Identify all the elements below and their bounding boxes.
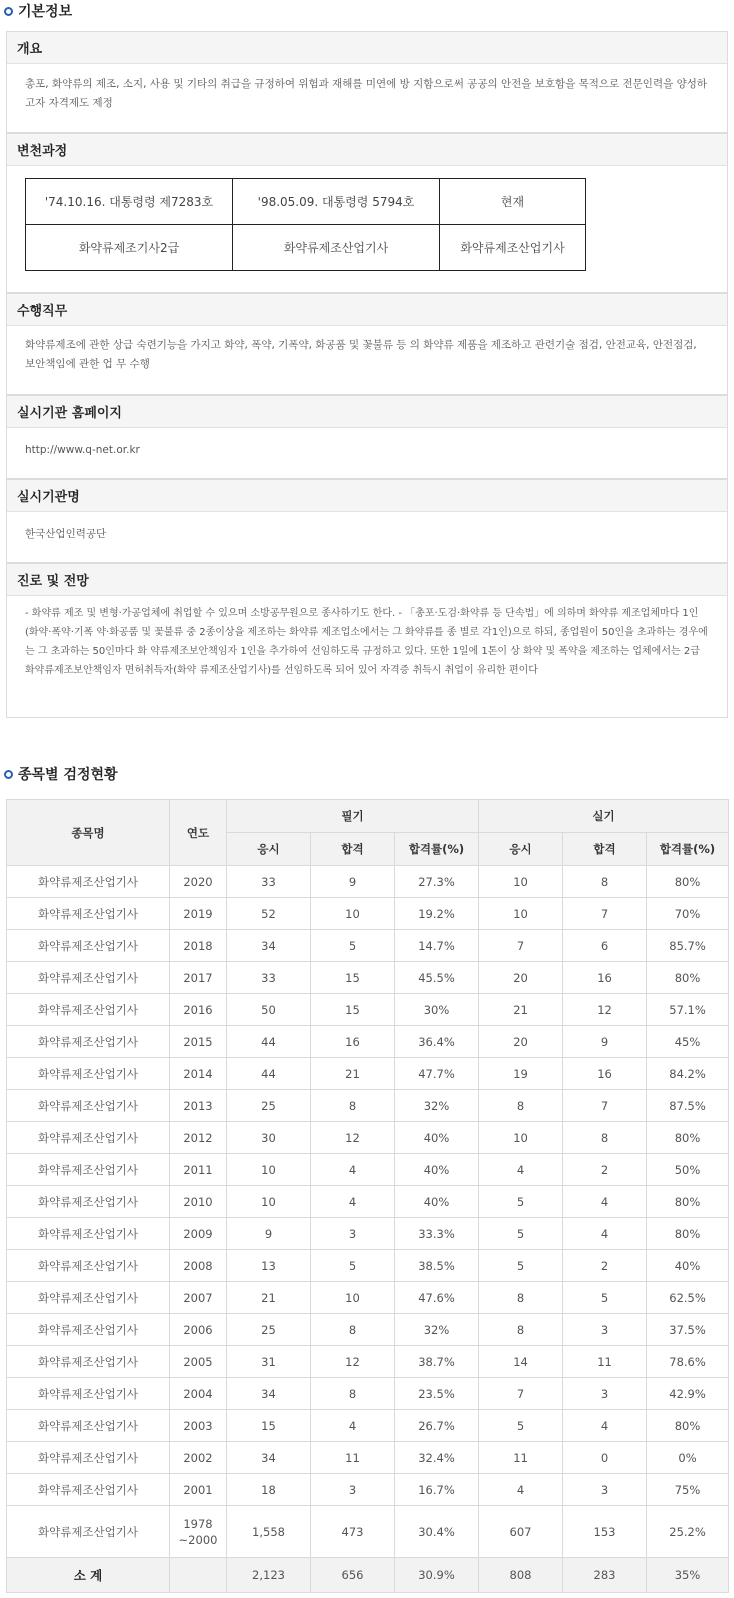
overview-text: 총포, 화약류의 제조, 소지, 사용 및 기타의 취급을 규정하여 위험과 재해를 미연에 방 지함으로써 공공의 안전을 보호함을 목적으로 전문인력을 양성하고자 자격제도 제정 (25, 78, 708, 109)
table-cell: 2014 (170, 1058, 227, 1090)
table-cell: 34 (227, 1442, 311, 1474)
table-cell: 80% (647, 1410, 729, 1442)
table-row (7, 930, 729, 962)
table-cell: 18 (227, 1474, 311, 1506)
table-cell: 80% (647, 866, 729, 898)
table-row (7, 1026, 729, 1058)
table-cell: 16 (563, 962, 647, 994)
header-written-rate: 합격률(%) (395, 833, 479, 866)
table-cell: 37.5% (647, 1314, 729, 1346)
table-cell: 34 (227, 930, 311, 962)
history-cell: 화약류제조산업기사 (233, 225, 440, 271)
table-cell: 12 (311, 1122, 395, 1154)
table-cell: 12 (563, 994, 647, 1026)
table-row (7, 1346, 729, 1378)
table-cell: 33 (227, 962, 311, 994)
overview-box (6, 31, 728, 133)
table-cell: 5 (563, 1282, 647, 1314)
table-cell: 10 (311, 1282, 395, 1314)
table-cell: 2016 (170, 994, 227, 1026)
table-cell: 57.1% (647, 994, 729, 1026)
table-cell: 3 (311, 1218, 395, 1250)
career-text: - 화약류 제조 및 변형·가공업체에 취업할 수 있으며 소방공무원으로 종사하기도 한다. - 「총포·도검·화약류 등 단속법」에 의하며 화약류 제조업체마다 1인(화약·폭약·기폭 약·화공품 및 꽃불류 중 2종이상을 제조하는 화약류 제조업소에서는 그 화약류를 종 별로 각1인)으로 하되, 종업원이 50인을 초과하는 경우에는 그 초과하는 50인마다 화 약류제조보안책임자 1인을 추가하여 선임하도록 규정하고 있다. 또한 1일에 1톤이 상 화약 및 폭약을 제조하는 업체에서는 2급 화약류제조보안책임자 면허취득자(화약 류제조산업기사)를 선임하도록 되어 있어 자격증 취득시 취업이 유리한 편이다 (25, 608, 708, 676)
table-cell: 25 (227, 1314, 311, 1346)
table-cell: 25 (227, 1090, 311, 1122)
table-cell: 2012 (170, 1122, 227, 1154)
table-row (7, 1282, 729, 1314)
table-cell: 5 (479, 1410, 563, 1442)
table-cell: 33.3% (395, 1218, 479, 1250)
history-box (6, 133, 728, 293)
table-row (7, 994, 729, 1026)
table-cell: 9 (311, 866, 395, 898)
table-cell: 4 (311, 1410, 395, 1442)
table-cell: 2005 (170, 1346, 227, 1378)
table-cell: 42.9% (647, 1378, 729, 1410)
table-cell: 13 (227, 1250, 311, 1282)
table-cell: 52 (227, 898, 311, 930)
table-cell: 5 (311, 930, 395, 962)
table-cell: 19.2% (395, 898, 479, 930)
table-cell: 32% (395, 1090, 479, 1122)
table-cell: 153 (563, 1506, 647, 1558)
table-cell: 15 (227, 1410, 311, 1442)
table-cell: 화약류제조산업기사 (7, 1346, 170, 1378)
table-cell: 2 (563, 1250, 647, 1282)
table-cell: 20 (479, 1026, 563, 1058)
table-cell: 8 (563, 1122, 647, 1154)
table-row (7, 1410, 729, 1442)
table-row (7, 1314, 729, 1346)
table-cell: 3 (563, 1378, 647, 1410)
history-cell: 화약류제조산업기사 (440, 225, 586, 271)
table-cell: 30 (227, 1122, 311, 1154)
table-cell: 30.4% (395, 1506, 479, 1558)
table-cell: 2003 (170, 1410, 227, 1442)
table-cell: 47.7% (395, 1058, 479, 1090)
table-cell: 80% (647, 1122, 729, 1154)
table-cell: 화약류제조산업기사 (7, 994, 170, 1026)
table-cell: 화약류제조산업기사 (7, 962, 170, 994)
table-cell: 3 (563, 1474, 647, 1506)
table-cell: 1,558 (227, 1506, 311, 1558)
table-cell: 3 (311, 1474, 395, 1506)
table-cell: 2008 (170, 1250, 227, 1282)
table-cell: 78.6% (647, 1346, 729, 1378)
table-cell: 화약류제조산업기사 (7, 1090, 170, 1122)
table-cell: 3 (563, 1314, 647, 1346)
table-cell: 11 (563, 1346, 647, 1378)
table-cell: 화약류제조산업기사 (7, 1410, 170, 1442)
table-cell: 38.5% (395, 1250, 479, 1282)
total-cell: 808 (479, 1558, 563, 1593)
table-cell: 2020 (170, 866, 227, 898)
table-cell: 87.5% (647, 1090, 729, 1122)
table-cell: 25.2% (647, 1506, 729, 1558)
table-cell: 7 (479, 930, 563, 962)
agency-name: 한국산업인력공단 (25, 528, 107, 540)
table-cell: 70% (647, 898, 729, 930)
table-cell: 2002 (170, 1442, 227, 1474)
table-cell: 8 (311, 1378, 395, 1410)
header-written-apply: 응시 (227, 833, 311, 866)
table-cell: 화약류제조산업기사 (7, 1378, 170, 1410)
table-cell: 화약류제조산업기사 (7, 1474, 170, 1506)
table-cell: 화약류제조산업기사 (7, 1442, 170, 1474)
agency-heading: 실시기관명 (7, 480, 727, 512)
table-cell: 10 (227, 1154, 311, 1186)
table-cell: 16 (563, 1058, 647, 1090)
table-cell: 38.7% (395, 1346, 479, 1378)
header-written: 필기 (227, 800, 479, 833)
table-row (7, 1058, 729, 1090)
table-cell: 화약류제조산업기사 (7, 1186, 170, 1218)
career-box (6, 563, 728, 718)
table-cell: 10 (311, 898, 395, 930)
homepage-link[interactable]: http://www.q-net.or.kr (25, 444, 140, 456)
total-label: 소 계 (7, 1558, 170, 1593)
table-cell: 23.5% (395, 1378, 479, 1410)
table-cell: 화약류제조산업기사 (7, 1314, 170, 1346)
table-cell: 2013 (170, 1090, 227, 1122)
header-practical-pass: 합격 (563, 833, 647, 866)
table-cell: 5 (479, 1250, 563, 1282)
table-cell: 화약류제조산업기사 (7, 1026, 170, 1058)
table-row (7, 866, 729, 898)
table-row (7, 1090, 729, 1122)
table-cell: 16 (311, 1026, 395, 1058)
table-cell: 80% (647, 1186, 729, 1218)
table-cell: 2010 (170, 1186, 227, 1218)
section-title-text: 기본정보 (18, 4, 73, 20)
header-practical: 실기 (479, 800, 729, 833)
table-cell: 15 (311, 962, 395, 994)
table-cell: 2006 (170, 1314, 227, 1346)
table-cell: 8 (479, 1090, 563, 1122)
table-cell: 26.7% (395, 1410, 479, 1442)
table-row (7, 1378, 729, 1410)
agency-box (6, 479, 728, 563)
duties-text: 화약류제조에 관한 상급 숙련기능을 가지고 화약, 폭약, 기폭약, 화공품 및 꽃불류 등 의 화약류 제품을 제조하고 관련기술 점검, 안전교육, 안전점검, 보안책임에 관한 업 무 수행 (25, 339, 697, 370)
total-cell: 30.9% (395, 1558, 479, 1593)
table-cell: 21 (311, 1058, 395, 1090)
table-cell: 32% (395, 1314, 479, 1346)
table-cell: 31 (227, 1346, 311, 1378)
table-cell: 62.5% (647, 1282, 729, 1314)
history-cell: 현재 (440, 179, 586, 225)
table-cell: 16.7% (395, 1474, 479, 1506)
table-cell: 44 (227, 1058, 311, 1090)
header-year: 연도 (170, 800, 227, 866)
history-heading: 변천과정 (7, 134, 727, 166)
table-cell: 화약류제조산업기사 (7, 898, 170, 930)
table-cell: 12 (311, 1346, 395, 1378)
table-cell: 2019 (170, 898, 227, 930)
total-year (170, 1558, 227, 1593)
table-cell: 33 (227, 866, 311, 898)
table-cell: 84.2% (647, 1058, 729, 1090)
table-cell: 4 (479, 1154, 563, 1186)
table-cell: 50% (647, 1154, 729, 1186)
table-cell: 21 (479, 994, 563, 1026)
table-cell: 화약류제조산업기사 (7, 1058, 170, 1090)
header-name: 종목명 (7, 800, 170, 866)
table-row (7, 1122, 729, 1154)
total-cell: 35% (647, 1558, 729, 1593)
table-cell: 화약류제조산업기사 (7, 1218, 170, 1250)
table-cell: 11 (479, 1442, 563, 1474)
table-cell: 4 (311, 1154, 395, 1186)
table-cell: 4 (563, 1186, 647, 1218)
career-heading: 진로 및 전망 (7, 564, 727, 596)
table-cell: 9 (563, 1026, 647, 1058)
table-cell: 2009 (170, 1218, 227, 1250)
table-cell: 화약류제조산업기사 (7, 1282, 170, 1314)
table-cell: 30% (395, 994, 479, 1026)
table-cell: 40% (395, 1122, 479, 1154)
table-cell: 34 (227, 1378, 311, 1410)
table-cell: 21 (227, 1282, 311, 1314)
table-cell: 0 (563, 1442, 647, 1474)
duties-heading: 수행직무 (7, 294, 727, 326)
table-cell: 8 (311, 1314, 395, 1346)
table-cell: 15 (311, 994, 395, 1026)
table-cell: 7 (563, 1090, 647, 1122)
table-cell: 47.6% (395, 1282, 479, 1314)
table-cell: 10 (479, 898, 563, 930)
header-written-pass: 합격 (311, 833, 395, 866)
total-cell: 2,123 (227, 1558, 311, 1593)
header-practical-rate: 합격률(%) (647, 833, 729, 866)
table-cell: 32.4% (395, 1442, 479, 1474)
table-cell: 화약류제조산업기사 (7, 1506, 170, 1558)
table-cell: 10 (227, 1186, 311, 1218)
table-cell: 473 (311, 1506, 395, 1558)
table-cell: 85.7% (647, 930, 729, 962)
table-cell: 10 (479, 1122, 563, 1154)
bullet-icon (4, 7, 13, 16)
table-cell: 44 (227, 1026, 311, 1058)
history-table (25, 178, 586, 271)
table-row (7, 1250, 729, 1282)
table-row (7, 1506, 729, 1558)
table-cell: 화약류제조산업기사 (7, 1250, 170, 1282)
total-cell: 656 (311, 1558, 395, 1593)
table-cell: 80% (647, 1218, 729, 1250)
table-cell: 27.3% (395, 866, 479, 898)
table-cell: 40% (395, 1154, 479, 1186)
stats-body (7, 866, 729, 1558)
overview-heading: 개요 (7, 32, 727, 64)
table-cell: 10 (479, 866, 563, 898)
section-title-stats (4, 763, 118, 785)
table-cell: 2018 (170, 930, 227, 962)
stats-table (6, 799, 729, 1593)
table-row (7, 898, 729, 930)
table-cell: 20 (479, 962, 563, 994)
header-practical-apply: 응시 (479, 833, 563, 866)
table-row (7, 1442, 729, 1474)
table-cell: 9 (227, 1218, 311, 1250)
table-cell: 1978 ~2000 (170, 1506, 227, 1558)
table-cell: 8 (479, 1314, 563, 1346)
table-cell: 2015 (170, 1026, 227, 1058)
table-cell: 2011 (170, 1154, 227, 1186)
table-row (7, 1474, 729, 1506)
table-cell: 8 (311, 1090, 395, 1122)
table-cell: 5 (479, 1186, 563, 1218)
table-row (7, 1218, 729, 1250)
table-cell: 2007 (170, 1282, 227, 1314)
total-cell: 283 (563, 1558, 647, 1593)
table-cell: 8 (563, 866, 647, 898)
section-title-basic (4, 0, 72, 22)
table-cell: 80% (647, 962, 729, 994)
table-cell: 5 (479, 1218, 563, 1250)
table-cell: 4 (563, 1410, 647, 1442)
table-cell: 7 (479, 1378, 563, 1410)
table-row (7, 1186, 729, 1218)
history-cell: '74.10.16. 대통령령 제7283호 (26, 179, 233, 225)
table-cell: 2017 (170, 962, 227, 994)
table-cell: 2004 (170, 1378, 227, 1410)
table-cell: 11 (311, 1442, 395, 1474)
duties-box (6, 293, 728, 395)
table-cell: 36.4% (395, 1026, 479, 1058)
table-cell: 14.7% (395, 930, 479, 962)
table-cell: 화약류제조산업기사 (7, 866, 170, 898)
table-cell: 45% (647, 1026, 729, 1058)
history-cell: 화약류제조기사2급 (26, 225, 233, 271)
table-row (7, 1154, 729, 1186)
table-cell: 40% (395, 1186, 479, 1218)
table-cell: 2 (563, 1154, 647, 1186)
table-cell: 19 (479, 1058, 563, 1090)
table-cell: 8 (479, 1282, 563, 1314)
bullet-icon (4, 770, 13, 779)
table-cell: 14 (479, 1346, 563, 1378)
table-cell: 40% (647, 1250, 729, 1282)
table-cell: 화약류제조산업기사 (7, 1154, 170, 1186)
table-cell: 4 (563, 1218, 647, 1250)
table-row (7, 962, 729, 994)
history-cell: '98.05.09. 대통령령 5794호 (233, 179, 440, 225)
table-cell: 4 (311, 1186, 395, 1218)
table-cell: 4 (479, 1474, 563, 1506)
table-cell: 607 (479, 1506, 563, 1558)
table-cell: 45.5% (395, 962, 479, 994)
table-cell: 7 (563, 898, 647, 930)
homepage-box (6, 395, 728, 479)
table-cell: 2001 (170, 1474, 227, 1506)
table-cell: 5 (311, 1250, 395, 1282)
table-cell: 화약류제조산업기사 (7, 1122, 170, 1154)
table-cell: 6 (563, 930, 647, 962)
table-cell: 화약류제조산업기사 (7, 930, 170, 962)
table-cell: 75% (647, 1474, 729, 1506)
section-title-text: 종목별 검정현황 (18, 767, 118, 783)
homepage-heading: 실시기관 홈페이지 (7, 396, 727, 428)
table-cell: 50 (227, 994, 311, 1026)
table-cell: 0% (647, 1442, 729, 1474)
